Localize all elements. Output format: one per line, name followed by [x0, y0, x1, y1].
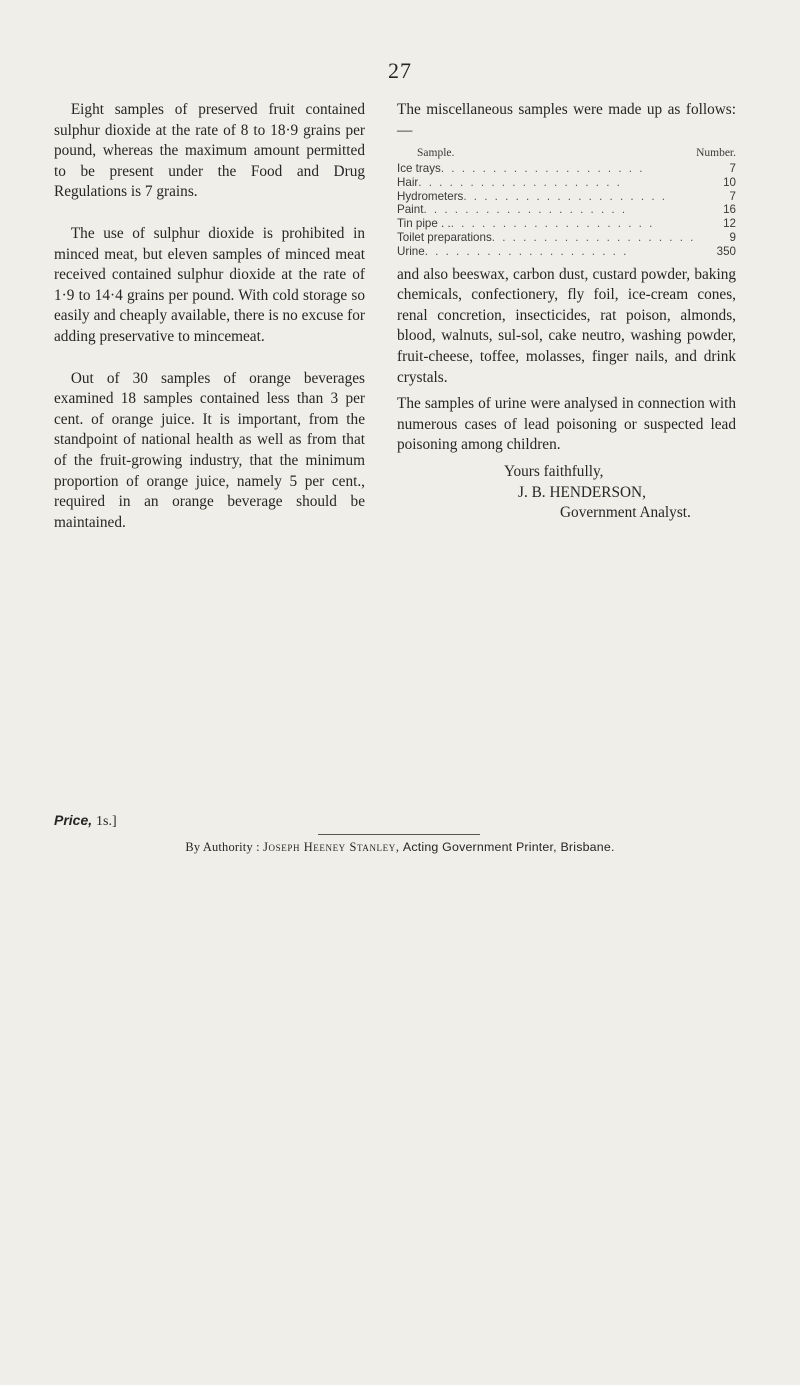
paragraph-additional-samples: and also beeswax, carbon dust, custard powder, baking chemicals, confectionery, fly foil, ice-cream cones, renal concretion, insecticides, rat poison, almonds, blood, walnuts, sul-sol, cake neutro, washing powder, fruit-cheese, toffee, molasses, finger nails, and drink crystals.: [397, 265, 736, 386]
table-header: [397, 147, 736, 161]
sample-name: Paint: [397, 203, 424, 217]
dot-leader: . . . . . . . . . . . . . . . . . . . .: [491, 230, 696, 244]
signatory-name: J. B. HENDERSON,: [518, 483, 646, 501]
table-row: [397, 217, 736, 231]
paragraph-miscellaneous-intro: The miscellaneous samples were made up as follows:—: [397, 101, 736, 139]
price-value: 1s.]: [96, 814, 117, 829]
dot-leader: . . . . . . . . . . . . . . . . . . . .: [463, 189, 667, 203]
signatory-title: Government Analyst.: [560, 504, 691, 522]
sample-count: 350: [716, 244, 736, 258]
sample-count: 16: [723, 203, 736, 217]
dot-leader: . . . . . . . . . . . . . . . . . . . .: [450, 217, 655, 231]
left-column: [54, 100, 365, 554]
price-label: Price,: [54, 812, 93, 828]
price-note: [54, 812, 117, 830]
header-number: Number.: [696, 147, 736, 160]
sample-name: Urine: [397, 244, 425, 258]
sample-count: 12: [723, 217, 736, 231]
sample-count: 10: [723, 175, 736, 189]
dot-leader: . . . . . . . . . . . . . . . . . . . .: [418, 175, 622, 189]
sample-count: 7: [729, 189, 736, 203]
sample-name: Toilet preparations: [397, 230, 492, 244]
page-number: 27: [388, 58, 412, 83]
paragraph-preserved-fruit: Eight samples of preserved fruit contained sulphur dioxide at the rate of 8 to 18·9 grains per pound, whereas the maximum amount permitted to be present under the Food and Drug Regulations is 7 grains.: [54, 101, 365, 201]
imprint-printer-name: Joseph Heeney Stanley,: [263, 840, 400, 854]
sign-off: [397, 462, 736, 524]
sample-name: Hydrometers: [397, 189, 464, 203]
table-row: [397, 162, 736, 176]
closing: Yours faithfully,: [504, 462, 604, 480]
imprint-printer-role: Acting Government Printer, Brisbane.: [402, 840, 615, 854]
table-row: [397, 190, 736, 204]
paragraph-orange-beverages: Out of 30 samples of orange beverages examined 18 samples contained less than 3 per cent. of orange juice. It is important, from the standpoint of national health as well as from that of the fruit-growing industry, that the minimum proportion of orange juice, namely 5 per cent., required in an orange beverage should be maintained.: [54, 369, 365, 531]
table-row: [397, 231, 736, 245]
sample-name: Ice trays: [397, 161, 441, 175]
right-column: [397, 100, 736, 524]
dot-leader: . . . . . . . . . . . . . . . . . . . .: [423, 203, 628, 217]
sample-name: Hair: [397, 175, 419, 189]
paragraph-minced-meat: The use of sulphur dioxide is prohibited in minced meat, but eleven samples of minced meat received contained sulphur dioxide at the rate of 1·9 to 14·4 grains per pound. With cold storage so easily and cheaply available, there is no excuse for adding preservative to mincemeat.: [54, 224, 365, 345]
printer-imprint: [0, 840, 800, 855]
samples-table: [397, 147, 736, 258]
divider: [318, 834, 480, 835]
table-row: [397, 176, 736, 190]
imprint-authority: By Authority :: [185, 840, 260, 854]
header-sample: Sample.: [417, 147, 455, 160]
sample-count: 9: [729, 230, 736, 244]
sample-name: Tin pipe . .: [397, 217, 451, 231]
dot-leader: . . . . . . . . . . . . . . . . . . . .: [440, 161, 645, 175]
table-row: [397, 203, 736, 217]
paragraph-urine-note: The samples of urine were analysed in connection with numerous cases of lead poisoning or suspected lead poisoning among children.: [397, 395, 736, 454]
sample-count: 7: [729, 161, 736, 175]
table-row: [397, 245, 736, 259]
dot-leader: . . . . . . . . . . . . . . . . . . . .: [424, 244, 629, 258]
